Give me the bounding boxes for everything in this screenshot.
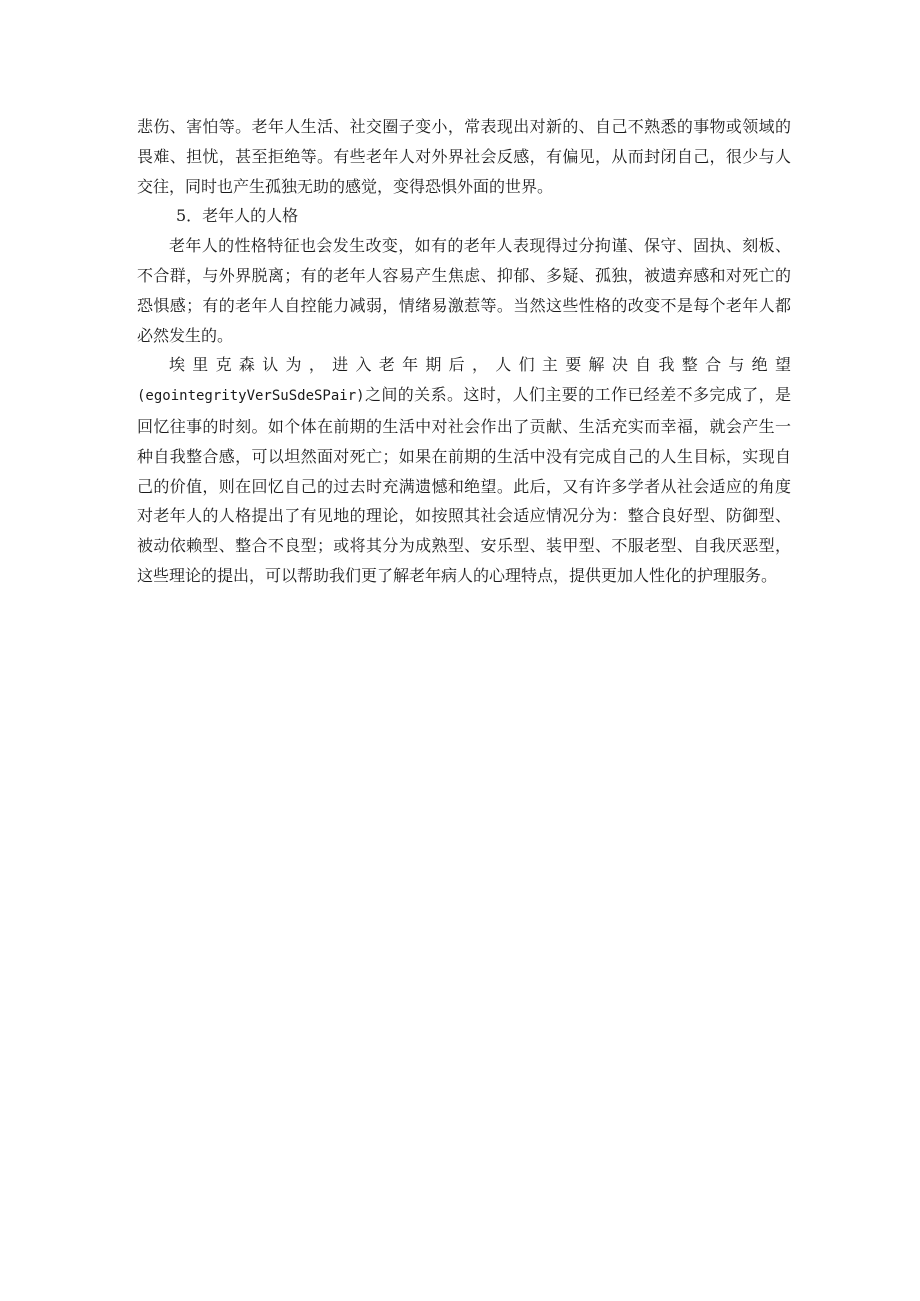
paragraph-personality-traits: 老年人的性格特征也会发生改变，如有的老年人表现得过分拘谨、保守、固执、刻板、不合群，与外界脱离；有的老年人容易产生焦虑、抑郁、多疑、孤独，被遗弃感和对死亡的恐惧感；有的老年人自控能力减弱，情绪易激惹等。当然这些性格的改变不是每个老年人都必然发生的。: [137, 236, 791, 345]
section-heading-personality: 5．老年人的人格: [176, 206, 299, 226]
erikson-english-term: (egointegrityVerSuSdeSPair): [137, 388, 365, 405]
erikson-text-end: 之间的关系。这时，人们主要的工作已经差不多完成了，是回忆往事的时刻。如个体在前期的生活中对社会作出了贡献、生活充实而幸福，就会产生一种自我整合感，可以坦然面对死亡；如果在前期的生活中没有完成自己的人生目标，实现自己的价值，则在回忆自己的过去时充满遗憾和绝望。此后，又有许多学者从社会适应的角度对老年人的人格提出了有见地的理论，如按照其社会适应情况分为：整合良好型、防御型、被动依赖型、整合不良型；或将其分为成熟型、安乐型、装甲型、不服老型、自我厌恶型，这些理论的提出，可以帮助我们更了解老年病人的心理特点，提供更加人性化的护理服务。: [137, 385, 791, 585]
paragraph-continued: 悲伤、害怕等。老年人生活、社交圈子变小，常表现出对新的、自己不熟悉的事物或领域的畏难、担忧，甚至拒绝等。有些老年人对外界社会反感，有偏见，从而封闭自己，很少与人交往，同时也产生孤独无助的感觉，变得恐惧外面的世界。: [137, 117, 791, 196]
paragraph-erikson: [137, 350, 791, 590]
document-body: [137, 112, 791, 591]
erikson-text-start: 埃里克森认为，进入老年期后，人们主要解决自我整合与绝望: [169, 355, 791, 375]
